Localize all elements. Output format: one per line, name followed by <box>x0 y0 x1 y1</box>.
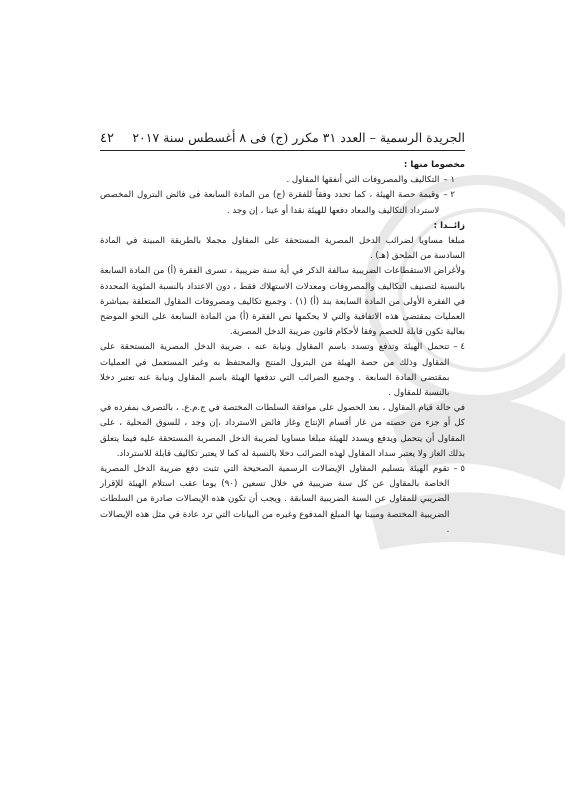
page-header <box>100 130 465 151</box>
paragraph: في حالة قيام المقاول ، بعد الحصول على موافقة السلطات المختصة في ج.م.ع. ، بالتصرف بمفرده في كل أو جزء من حصته من غاز أقسام الإنتاج وغاز فائض الاسترداد ،إن وجد ، للسوق المحلية ، على المقاول أن يتحمل ويدفع ويسدد للهيئة مبلغا مساويا لضريبة الدخل المصرية المستحقة عليه فيما يتعلق بذلك الغاز ولا يعتبر سداد المقاول لهذه الضرائب دخلا بالنسبة له كما لا يعتبر تكاليف قابلة للاسترداد. <box>100 403 465 459</box>
heading-plus: زائــدا : <box>433 220 465 231</box>
item-text: تتحمل الهيئة وتدفع وتسدد باسم المقاول ونيابة عنه ، ضريبة الدخل المصرية المستحقة على المقاول وذلك من حصة الهيئة من البترول المنتج والمحتفظ به وغير المستعمل في العمليات بمقتضى المادة السابعة . وجميع الضرائب التي تدفعها الهيئة باسم المقاول ونيابة عنه تعتبر دخلا بالنسبة للمقاول . <box>100 342 450 399</box>
paragraph: مبلغا مساويا لضرائب الدخل المصرية المستحقة على المقاول مجملا بالطريقة المبينة في المادة السادسة من الملحق (هـ) . <box>100 236 465 262</box>
item-number: ٢ – <box>443 190 455 201</box>
numbered-item-4 <box>100 340 465 401</box>
item-text: وقيمة حصة الهيئة ، كما تحدد وفقاً للفقرة (ج) من المادة السابعة فى فائض البترول المخصص لاسترداد التكاليف والمعاد دفعها للهيئة نقدا أو عينا ، إن وجد . <box>100 190 440 216</box>
heading-deductions: مخصوما منها : <box>403 160 465 170</box>
page-number: ٤٢ <box>100 131 114 146</box>
item-number: ٥ – <box>453 464 465 475</box>
document-body <box>100 158 465 538</box>
deduction-item <box>100 188 465 218</box>
deduction-item <box>100 173 465 188</box>
item-text: تقوم الهيئة بتسليم المقاول الإيصالات الرسمية الصحيحة التي تثبت دفع ضريبة الدخل المصرية الخاصة بالمقاول عن كل سنة ضريبية في خلال تسعين (٩٠) يوما عقب استلام الهيئة للإقرار الضريبي للمقاول عن السنة الضريبية السابقة . ويجب أن تكون هذه الإيصالات صادرة من السلطات الضريبية المختصة ومبينا بها المبلغ المدفوع وغيره من البيانات التي ترد عادة في مثل هذه الإيصالات . <box>100 464 450 535</box>
page-title: الجريدة الرسمية – العدد ٣١ مكرر (ج) فى ٨ أغسطس سنة ٢٠١٧ <box>132 130 465 145</box>
numbered-item-5 <box>100 462 465 538</box>
paragraph: ولأغراض الاستقطاعات الضريبية سالفة الذكر في أية سنة ضريبية ، تسرى الفقرة (أ) من المادة السابعة بالنسبة لتصنيف التكاليف والمصروفات ومعدلات الاستهلاك فقط ، دون الاعتداد بالنسبة المئوية المحددة في الفقرة الأولى من المادة السابعة بند (أ) (١) . وجميع تكاليف ومصروفات المقاول المتعلقة بمباشرة العمليات بمقتضى هذه الاتفاقية والتي لا يحكمها نص الفقرة (أ) من المادة السابعة على النحو الموضح بعالية تكون قابلة للخصم وفقا لأحكام قانون ضريبة الدخل المصرية. <box>100 266 466 338</box>
item-number: ١ – <box>443 175 455 186</box>
item-text: التكاليف والمصروفات التي أنفقها المقاول . <box>286 175 440 186</box>
item-number: ٤ – <box>453 342 465 353</box>
